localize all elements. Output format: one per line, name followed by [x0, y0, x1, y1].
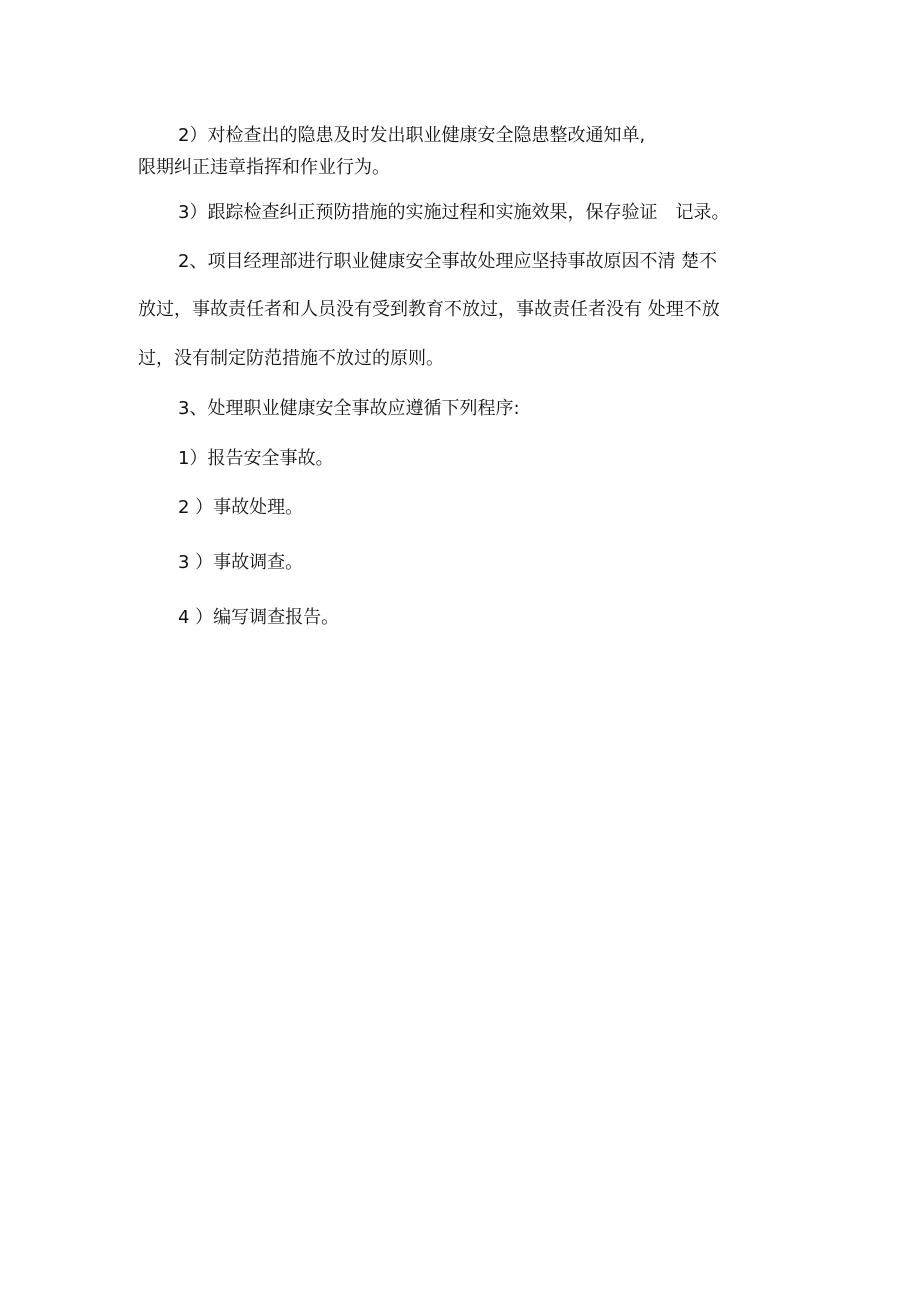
paragraph-line-1: 2）对检查出的隐患及时发出职业健康安全隐患整改通知单,: [178, 125, 646, 146]
list-item-3: 3 ）事故调查。: [178, 552, 304, 573]
paragraph-line-6: 过，没有制定防范措施不放过的原则。: [138, 348, 444, 369]
list-item-2: 2 ）事故处理。: [178, 497, 304, 518]
paragraph-line-4: 2、项目经理部进行职业健康安全事故处理应坚持事故原因不清 楚不: [178, 251, 718, 272]
paragraph-line-2: 限期纠正违章指挥和作业行为。: [138, 157, 390, 178]
paragraph-line-7: 3、处理职业健康安全事故应遵循下列程序:: [178, 398, 520, 419]
paragraph-line-5: 放过，事故责任者和人员没有受到教育不放过，事故责任者没有 处理不放: [138, 299, 720, 320]
list-item-1: 1）报告安全事故。: [178, 448, 334, 469]
list-item-4: 4 ）编写调查报告。: [178, 607, 340, 628]
paragraph-line-3: 3）跟踪检查纠正预防措施的实施过程和实施效果，保存验证 记录。: [178, 202, 730, 223]
